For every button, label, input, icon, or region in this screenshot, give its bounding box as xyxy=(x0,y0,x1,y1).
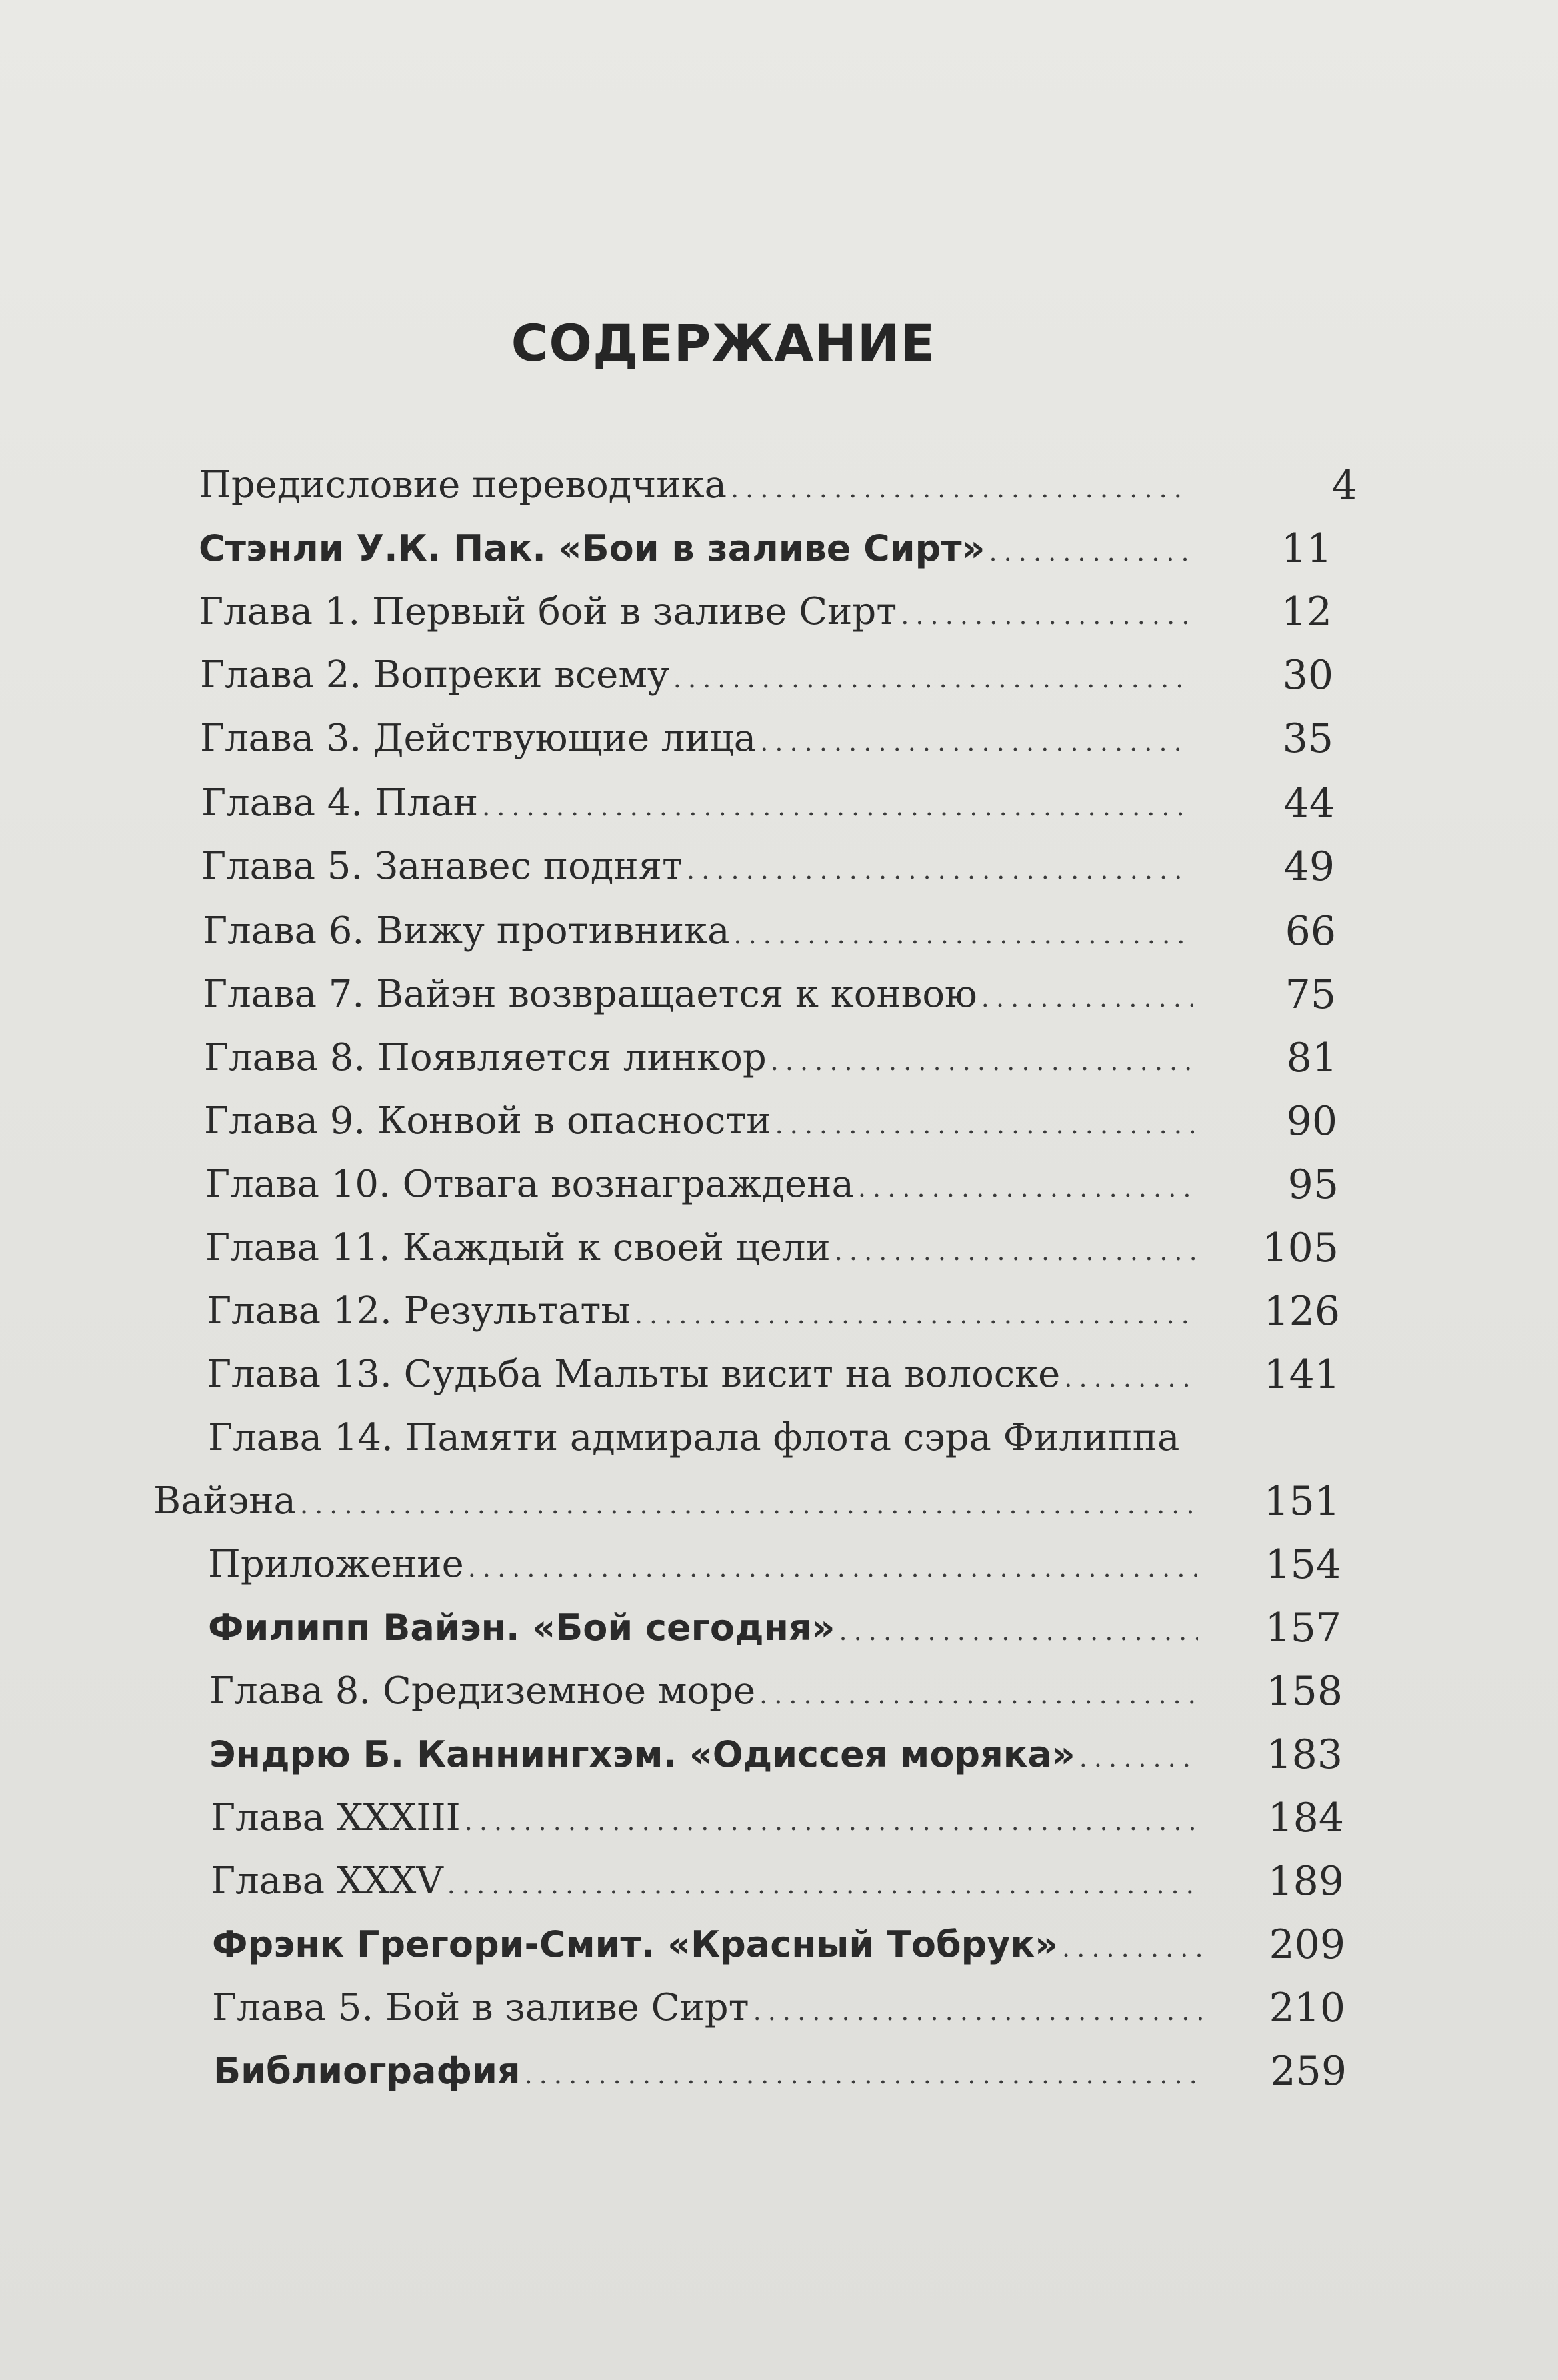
toc-entry xyxy=(212,1981,1345,2035)
toc-entry xyxy=(201,777,1335,830)
toc-page-number: 95 xyxy=(1287,1161,1339,1208)
toc-page-number: 184 xyxy=(1267,1795,1344,1841)
toc-page-number: 81 xyxy=(1286,1035,1337,1081)
toc-entry xyxy=(200,712,1333,765)
toc-entry-title: Глава 8. Средиземное море xyxy=(209,1669,756,1713)
toc-entry-title: Предисловие переводчика xyxy=(199,463,727,507)
toc-page-number: 4 xyxy=(1331,462,1357,509)
toc-entry-title: Глава 2. Вопреки всему xyxy=(200,653,669,697)
toc-entry-section xyxy=(213,2045,1347,2098)
toc-entry-title: Глава 5. Бой в заливе Сирт xyxy=(212,1986,749,2029)
toc-entry-title: Библиография xyxy=(213,2050,521,2092)
leader-dots xyxy=(300,1478,1197,1531)
toc-entry-section xyxy=(209,1728,1343,1781)
leader-dots xyxy=(753,1985,1202,2038)
toc-entry-continuation: Вайэна xyxy=(153,1479,296,1523)
leader-dots xyxy=(759,1668,1199,1721)
toc-entry xyxy=(207,1348,1340,1401)
toc-page-number: 44 xyxy=(1283,780,1335,827)
toc-entry-title: Глава XXXIII xyxy=(211,1796,461,1839)
leader-dots xyxy=(1079,1731,1199,1785)
leader-dots xyxy=(901,589,1189,642)
toc-page-number: 151 xyxy=(1263,1478,1340,1525)
toc-entry xyxy=(209,1665,1343,1718)
leader-dots xyxy=(771,1035,1194,1088)
toc-page-number: 154 xyxy=(1265,1541,1341,1588)
leader-dots xyxy=(468,1541,1198,1595)
toc-entry xyxy=(207,1285,1340,1338)
toc-page-number: 75 xyxy=(1285,971,1336,1018)
toc-entry-title: Фрэнк Грегори-Смит. «Красный Тобрук» xyxy=(212,1923,1059,1965)
toc-entry xyxy=(204,1031,1337,1085)
toc-entry-title: Глава 4. План xyxy=(201,781,479,825)
toc-page-number: 183 xyxy=(1266,1731,1343,1778)
leader-dots xyxy=(835,1225,1195,1278)
toc-entry-title: Глава 11. Каждый к своей цели xyxy=(205,1226,831,1269)
leader-dots xyxy=(525,2048,1203,2101)
toc-page-number: 157 xyxy=(1265,1605,1341,1651)
toc-entry-title: Глава 10. Отвага вознаграждена xyxy=(205,1163,854,1206)
page-title: СОДЕРЖАНИЕ xyxy=(511,313,936,373)
toc-entry xyxy=(211,1791,1344,1845)
toc-entry-section xyxy=(212,1918,1345,1971)
toc-entry-title: Глава XXXV xyxy=(211,1859,443,1903)
toc-entry-title: Глава 5. Занавес поднят xyxy=(201,845,683,888)
leader-dots xyxy=(447,1858,1201,1911)
leader-dots xyxy=(482,780,1191,833)
toc-entry xyxy=(203,968,1336,1021)
toc-page-number: 209 xyxy=(1269,1921,1345,1968)
leader-dots xyxy=(839,1605,1198,1658)
toc-entry xyxy=(199,585,1332,639)
toc-entry-title: Глава 3. Действующие лица xyxy=(200,717,757,760)
toc-entry-title: Глава 14. Памяти адмирала флота сэра Филиппа xyxy=(208,1416,1180,1459)
toc-page-number: 11 xyxy=(1281,525,1332,572)
toc-entry-title: Глава 1. Первый бой в заливе Сирт xyxy=(199,590,897,633)
leader-dots xyxy=(733,908,1193,961)
toc-entry-title: Глава 7. Вайэн возвращается к конвою xyxy=(203,973,977,1016)
toc-entry xyxy=(205,1221,1339,1275)
toc-entry xyxy=(153,1475,1340,1528)
toc-entry xyxy=(208,1538,1341,1591)
toc-page-number: 105 xyxy=(1262,1225,1339,1271)
toc-page-number: 30 xyxy=(1282,652,1333,699)
toc-entry-section xyxy=(199,522,1332,575)
toc-entry-title: Филипп Вайэн. «Бой сегодня» xyxy=(208,1607,835,1649)
leader-dots xyxy=(775,1098,1194,1151)
leader-dots xyxy=(731,462,1189,515)
toc-page-number: 210 xyxy=(1269,1985,1345,2031)
leader-dots xyxy=(981,971,1193,1025)
leader-dots xyxy=(760,715,1190,769)
toc-entry-title: Приложение xyxy=(208,1543,464,1586)
toc-entry xyxy=(201,840,1335,893)
toc-entry xyxy=(199,459,1357,512)
toc-page-number: 259 xyxy=(1270,2048,1347,2095)
leader-dots xyxy=(465,1795,1201,1848)
toc-page-number: 126 xyxy=(1263,1288,1340,1335)
toc-page-number: 35 xyxy=(1282,715,1333,762)
toc-entry-section xyxy=(208,1601,1341,1655)
leader-dots xyxy=(673,652,1190,705)
leader-dots xyxy=(635,1288,1197,1341)
toc-entry-title: Глава 9. Конвой в опасности xyxy=(204,1099,771,1143)
toc-entry-title: Стэнли У.К. Пак. «Бои в заливе Сирт» xyxy=(199,527,985,569)
toc-entry-title: Глава 13. Судьба Мальты висит на волоске xyxy=(207,1353,1061,1396)
toc-entry xyxy=(205,1158,1339,1211)
toc-page-number: 49 xyxy=(1283,843,1335,890)
toc-entry xyxy=(204,1095,1337,1148)
toc-entry xyxy=(203,905,1336,958)
toc-entry-title: Глава 6. Вижу противника xyxy=(203,909,730,953)
toc-entry xyxy=(200,649,1333,702)
leader-dots xyxy=(858,1161,1195,1215)
toc-page-number: 189 xyxy=(1267,1858,1344,1905)
toc-entry-title: Эндрю Б. Каннингхэм. «Одиссея моряка» xyxy=(209,1733,1075,1775)
toc-entry-title: Глава 8. Появляется линкор xyxy=(204,1036,767,1079)
toc-page-number: 12 xyxy=(1281,589,1332,635)
leader-dots xyxy=(1062,1921,1202,1975)
toc-entry-title: Глава 12. Результаты xyxy=(207,1289,631,1333)
toc-entry xyxy=(211,1855,1344,1908)
leader-dots xyxy=(989,525,1189,579)
toc-page-number: 141 xyxy=(1263,1351,1340,1398)
toc-page-number: 90 xyxy=(1286,1098,1337,1145)
leader-dots xyxy=(1064,1351,1197,1405)
leader-dots xyxy=(687,843,1191,897)
toc-page-number: 66 xyxy=(1285,908,1336,955)
toc-page-number: 158 xyxy=(1266,1668,1343,1715)
